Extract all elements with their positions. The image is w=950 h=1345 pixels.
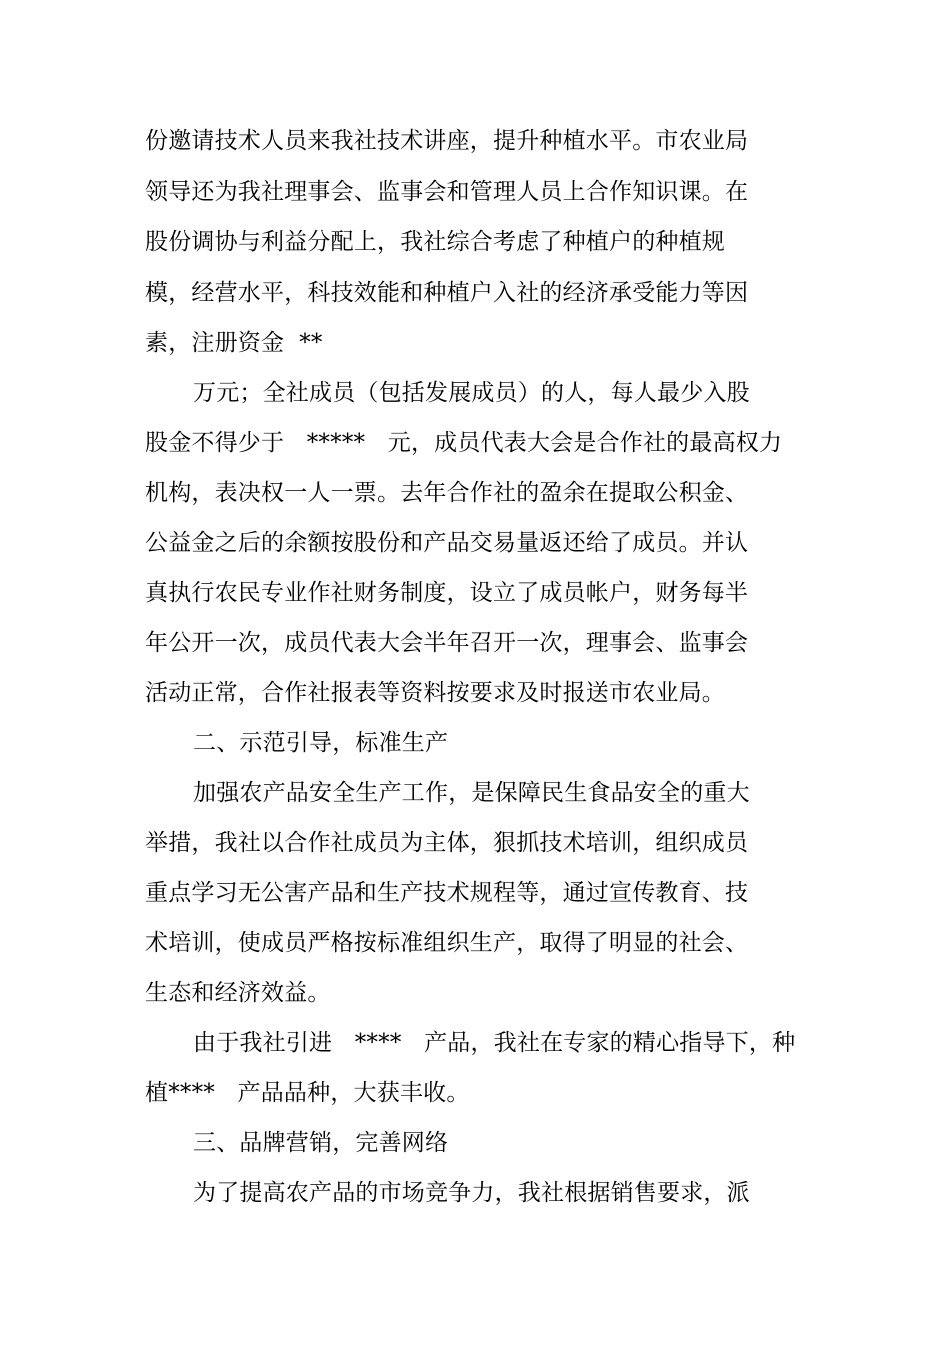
- paragraph-line: 股金不得少于 ***** 元，成员代表大会是合作社的最高权力: [145, 430, 783, 456]
- paragraph-line: 加强农产品安全生产工作，是保障民生食品安全的重大: [193, 780, 750, 806]
- section-heading: 三、品牌营销，完善网络: [193, 1130, 449, 1156]
- paragraph-line: 为了提高农产品的市场竞争力，我社根据销售要求，派: [193, 1180, 750, 1206]
- paragraph-line: 股份调协与利益分配上，我社综合考虑了种植户的种植规: [145, 229, 725, 255]
- paragraph-line: 领导还为我社理事会、监事会和管理人员上合作知识课。在: [145, 179, 749, 205]
- paragraph-line: 生态和经济效益。: [145, 980, 331, 1006]
- paragraph-line: 由于我社引进 **** 产品，我社在专家的精心指导下，种: [193, 1030, 796, 1056]
- paragraph-line: 年公开一次，成员代表大会半年召开一次，理事会、监事会: [145, 630, 749, 656]
- paragraph-line: 素，注册资金 **: [145, 330, 323, 356]
- paragraph-line: 万元；全社成员（包括发展成员）的人，每人最少入股: [193, 380, 750, 406]
- paragraph-line: 举措，我社以合作社成员为主体，狠抓技术培训，组织成员: [145, 830, 749, 856]
- paragraph-line: 重点学习无公害产品和生产技术规程等，通过宣传教育、技: [145, 880, 749, 906]
- section-heading: 二、示范引导，标准生产: [193, 730, 449, 756]
- paragraph-line: 活动正常，合作社报表等资料按要求及时报送市农业局。: [145, 680, 725, 706]
- paragraph-line: 术培训，使成员严格按标准组织生产，取得了明显的社会、: [145, 930, 749, 956]
- paragraph-line: 真执行农民专业作社财务制度，设立了成员帐户，财务每半: [145, 580, 749, 606]
- paragraph-line: 模，经营水平，科技效能和种植户入社的经济承受能力等因: [145, 280, 749, 306]
- paragraph-line: 机构，表决权一人一票。去年合作社的盈余在提取公积金、: [145, 480, 749, 506]
- paragraph-line: 份邀请技术人员来我社技术讲座，提升种植水平。市农业局: [145, 128, 749, 154]
- paragraph-line: 公益金之后的余额按股份和产品交易量返还给了成员。并认: [145, 530, 749, 556]
- paragraph-line: 植**** 产品品种，大获丰收。: [145, 1080, 470, 1106]
